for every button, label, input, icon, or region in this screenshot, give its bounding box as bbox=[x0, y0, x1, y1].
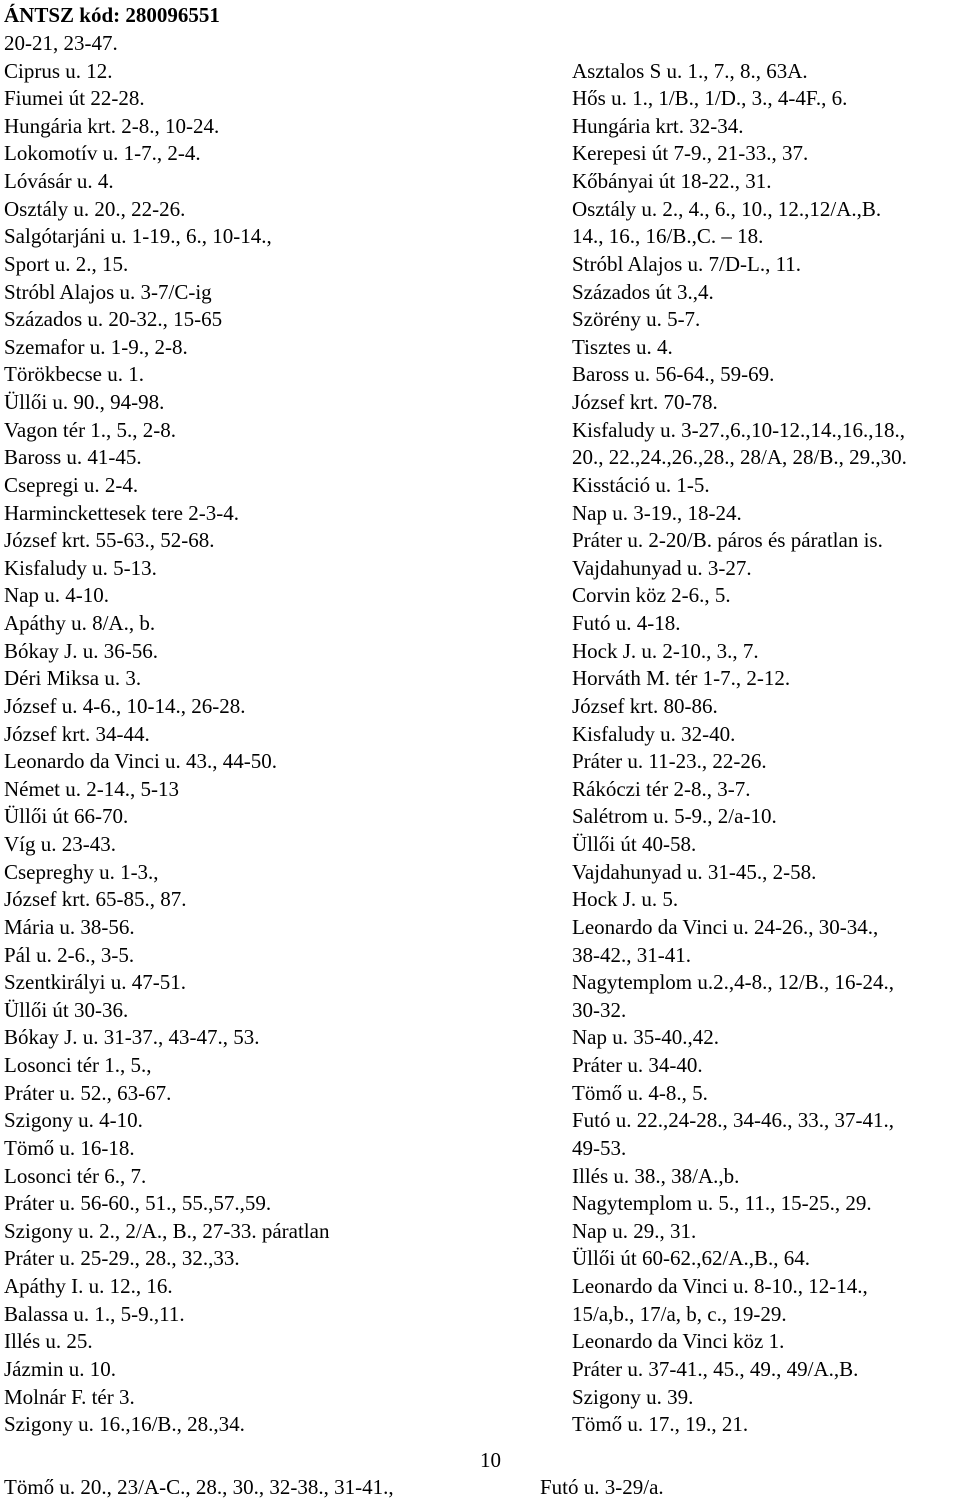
address-line: 38-42., 31-41. bbox=[572, 942, 691, 967]
address-line: Szigony u. 39. bbox=[572, 1384, 694, 1409]
address-line: Illés u. 25. bbox=[4, 1329, 93, 1354]
address-line: Német u. 2-14., 5-13 bbox=[4, 776, 179, 801]
address-line: Víg u. 23-43. bbox=[4, 832, 116, 856]
address-line: Szigony u. 2., 2/A., B., 27-33. páratlan bbox=[4, 1218, 330, 1243]
address-line: Lokomotív u. 1-7., 2-4. bbox=[4, 141, 201, 166]
address-line: Práter u. 2-20/B. páros és páratlan is. bbox=[572, 528, 883, 553]
address-line: 30-32. bbox=[572, 997, 627, 1022]
document-header: ÁNTSZ kód: 280096551 bbox=[4, 3, 220, 27]
address-line: 15/a,b., 17/a, b, c., 19-29. bbox=[572, 1301, 787, 1326]
address-line: Salétrom u. 5-9., 2/a-10. bbox=[572, 804, 777, 829]
address-line: Szörény u. 5-7. bbox=[572, 307, 701, 332]
address-line: Szemafor u. 1-9., 2-8. bbox=[4, 334, 188, 359]
address-line: Tömő u. 17., 19., 21. bbox=[572, 1412, 749, 1437]
address-line: Práter u. 56-60., 51., 55.,57.,59. bbox=[4, 1191, 272, 1216]
address-line: Horváth M. tér 1-7., 2-12. bbox=[572, 666, 791, 691]
address-line: Práter u. 11-23., 22-26. bbox=[572, 749, 767, 774]
address-line: Hock J. u. 5. bbox=[572, 887, 679, 912]
address-line: Práter u. 52., 63-67. bbox=[4, 1080, 172, 1105]
address-line: Csepreghy u. 1-3., bbox=[4, 859, 159, 884]
address-line: Sport u. 2., 15. bbox=[4, 251, 129, 276]
address-line: Vajdahunyad u. 31-45., 2-58. bbox=[572, 859, 817, 884]
address-line: Práter u. 37-41., 45., 49., 49/A.,B. bbox=[572, 1356, 859, 1381]
address-line: Leonardo da Vinci u. 43., 44-50. bbox=[4, 749, 278, 774]
address-line: Harminckettesek tere 2-3-4. bbox=[4, 500, 239, 525]
address-line: Kisstáció u. 1-5. bbox=[572, 472, 710, 497]
address-line: Balassa u. 1., 5-9.,11. bbox=[4, 1301, 185, 1326]
left-address-column bbox=[4, 58, 329, 1439]
address-line: Nap u. 4-10. bbox=[4, 583, 109, 608]
address-line: Leonardo da Vinci u. 24-26., 30-34., bbox=[572, 914, 879, 939]
address-line: Apáthy u. 8/A., b. bbox=[4, 611, 156, 635]
right-address-column bbox=[572, 58, 907, 1439]
address-line: József krt. 65-85., 87. bbox=[4, 887, 187, 912]
address-line: Salgótarjáni u. 1-19., 6., 10-14., bbox=[4, 224, 272, 249]
address-line: Hős u. 1., 1/B., 1/D., 3., 4-4F., 6. bbox=[572, 86, 848, 111]
address-line: Nap u. 3-19., 18-24. bbox=[572, 500, 742, 525]
footer-right-line: Futó u. 3-29/a. bbox=[540, 1475, 664, 1499]
address-line: Jázmin u. 10. bbox=[4, 1356, 116, 1381]
address-line: Losonci tér 6., 7. bbox=[4, 1163, 147, 1188]
address-line: Rákóczi tér 2-8., 3-7. bbox=[572, 776, 751, 801]
footer-left-line: Tömő u. 20., 23/A-C., 28., 30., 32-38., 31-41., bbox=[4, 1475, 394, 1499]
address-line: Kisfaludy u. 5-13. bbox=[4, 555, 157, 580]
address-line: Kerepesi út 7-9., 21-33., 37. bbox=[572, 141, 809, 166]
address-line: Nap u. 29., 31. bbox=[572, 1218, 697, 1243]
address-line: 20., 22.,24.,26.,28., 28/A, 28/B., 29.,30. bbox=[572, 445, 907, 470]
address-line: Szentkirályi u. 47-51. bbox=[4, 970, 186, 995]
address-line: Százados út 3.,4. bbox=[572, 279, 714, 304]
address-line: Tisztes u. 4. bbox=[572, 334, 673, 359]
address-line: Százados u. 20-32., 15-65 bbox=[4, 307, 223, 332]
address-line: Bókay J. u. 36-56. bbox=[4, 638, 158, 663]
address-line: Déri Miksa u. 3. bbox=[4, 666, 142, 691]
address-line: Mária u. 38-56. bbox=[4, 914, 135, 939]
address-line: Asztalos S u. 1., 7., 8., 63A. bbox=[572, 58, 808, 83]
address-line: József u. 4-6., 10-14., 26-28. bbox=[4, 693, 246, 718]
address-line: József krt. 80-86. bbox=[572, 693, 718, 718]
address-line: Vajdahunyad u. 3-27. bbox=[572, 555, 752, 580]
address-line: József krt. 55-63., 52-68. bbox=[4, 528, 215, 553]
address-line: Üllői út 30-36. bbox=[4, 997, 129, 1022]
address-line: Törökbecse u. 1. bbox=[4, 362, 144, 387]
address-line: 14., 16., 16/B.,C. – 18. bbox=[572, 224, 764, 249]
address-line: Tömő u. 4-8., 5. bbox=[572, 1080, 708, 1105]
address-line: Kőbányai út 18-22., 31. bbox=[572, 169, 772, 193]
address-line: Illés u. 38., 38/A.,b. bbox=[572, 1163, 740, 1188]
address-line: Üllői út 60-62.,62/A.,B., 64. bbox=[572, 1246, 811, 1271]
address-line: Baross u. 41-45. bbox=[4, 445, 142, 470]
address-line: Stróbl Alajos u. 3-7/C-ig bbox=[4, 279, 212, 304]
address-line: Práter u. 25-29., 28., 32.,33. bbox=[4, 1246, 240, 1271]
address-line: Szigony u. 4-10. bbox=[4, 1108, 143, 1133]
address-line: József krt. 34-44. bbox=[4, 721, 150, 746]
address-line: Szigony u. 16.,16/B., 28.,34. bbox=[4, 1412, 245, 1437]
address-line: Hungária krt. 32-34. bbox=[572, 113, 744, 138]
address-line: Corvin köz 2-6., 5. bbox=[572, 583, 731, 608]
address-line: Vagon tér 1., 5., 2-8. bbox=[4, 417, 177, 442]
address-line: Fiumei út 22-28. bbox=[4, 86, 145, 111]
address-line: Molnár F. tér 3. bbox=[4, 1384, 135, 1409]
address-line: Nagytemplom u.2.,4-8., 12/B., 16-24., bbox=[572, 970, 894, 995]
address-line: Hock J. u. 2-10., 3., 7. bbox=[572, 638, 759, 663]
address-line: Hungária krt. 2-8., 10-24. bbox=[4, 113, 220, 138]
address-line: Üllői út 66-70. bbox=[4, 804, 129, 829]
page-number: 10 bbox=[480, 1448, 501, 1472]
address-line: 49-53. bbox=[572, 1135, 627, 1160]
address-line: Lóvásár u. 4. bbox=[4, 169, 114, 193]
address-line: Futó u. 22.,24-28., 34-46., 33., 37-41., bbox=[572, 1108, 894, 1133]
address-line: Futó u. 4-18. bbox=[572, 611, 681, 635]
address-line: Kisfaludy u. 3-27.,6.,10-12.,14.,16.,18., bbox=[572, 417, 906, 442]
address-line: Bókay J. u. 31-37., 43-47., 53. bbox=[4, 1025, 260, 1050]
address-line: Nagytemplom u. 5., 11., 15-25., 29. bbox=[572, 1191, 872, 1216]
address-line: Stróbl Alajos u. 7/D-L., 11. bbox=[572, 251, 802, 276]
address-line: Losonci tér 1., 5., bbox=[4, 1053, 152, 1077]
address-line: Leonardo da Vinci köz 1. bbox=[572, 1329, 785, 1354]
address-line: Baross u. 56-64., 59-69. bbox=[572, 362, 775, 387]
address-line: Pál u. 2-6., 3-5. bbox=[4, 942, 135, 967]
document-subtitle: 20-21, 23-47. bbox=[4, 31, 118, 55]
address-line: Ciprus u. 12. bbox=[4, 58, 113, 83]
address-line: Csepregi u. 2-4. bbox=[4, 472, 139, 497]
address-line: Práter u. 34-40. bbox=[572, 1053, 703, 1077]
address-line: Üllői u. 90., 94-98. bbox=[4, 390, 165, 414]
address-line: Apáthy I. u. 12., 16. bbox=[4, 1274, 173, 1298]
address-line: Üllői út 40-58. bbox=[572, 832, 697, 856]
address-line: Kisfaludy u. 32-40. bbox=[572, 721, 736, 746]
address-line: Osztály u. 20., 22-26. bbox=[4, 196, 186, 221]
address-line: József krt. 70-78. bbox=[572, 390, 718, 414]
address-line: Tömő u. 16-18. bbox=[4, 1135, 135, 1160]
address-line: Leonardo da Vinci u. 8-10., 12-14., bbox=[572, 1274, 868, 1298]
address-line: Osztály u. 2., 4., 6., 10., 12.,12/A.,B. bbox=[572, 196, 882, 221]
address-line: Nap u. 35-40.,42. bbox=[572, 1025, 719, 1050]
